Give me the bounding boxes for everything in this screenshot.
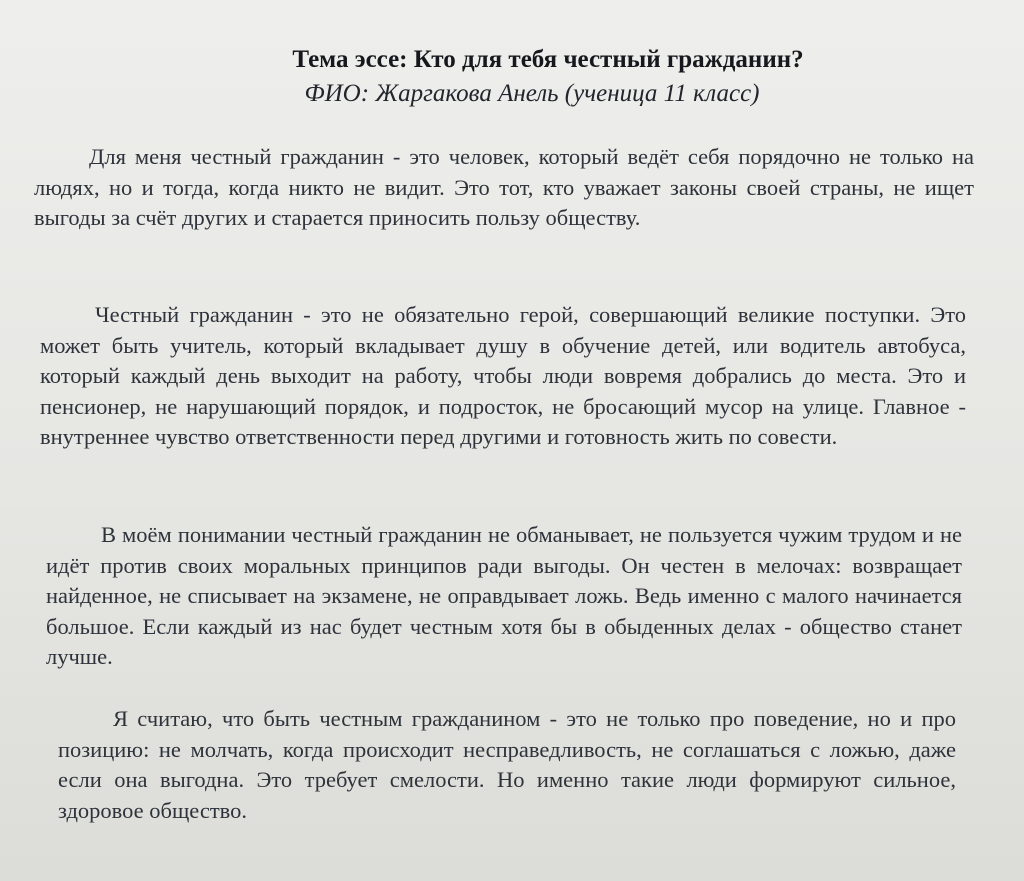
paragraph-2: Честный гражданин - это не обязательно герой, совершающий великие поступки. Это может быть учитель, который вкладывает душу в обучение детей, или водитель автобуса, который каждый день выходит на работу, чтобы люди вовремя добрались до места. Это и пенсионер, не нарушающий порядок, и подросток, не бросающий мусор на улице. Главное - внутреннее чувство ответственности перед другими и готовность жить по совести. <box>40 302 966 450</box>
paragraph-4: Я считаю, что быть честным гражданином - это не только про поведение, но и про позицию: не молчать, когда происходит несправедливость, не соглашаться с ложью, даже если она выгодна. Это требует смелости. Но именно такие люди формируют сильное, здоровое общество. <box>58 706 956 823</box>
author-line: ФИО: Жаргакова Анель (ученица 11 класс) <box>304 80 760 107</box>
essay-title: Тема эссе: Кто для тебя честный гражданин? <box>292 46 804 73</box>
paragraph-1: Для меня честный гражданин - это человек, который ведёт себя порядочно не только на людях, но и тогда, когда никто не видит. Это тот, кто уважает законы своей страны, не ищет выгоды за счёт других и старается приносить пользу обществу. <box>34 144 974 231</box>
paragraph-3: В моём понимании честный гражданин не обманывает, не пользуется чужим трудом и не идёт против своих моральных принципов ради выгоды. Он честен в мелочах: возвращает найденное, не списывает на экзамене, не оправдывает ложь. Ведь именно с малого начинается большое. Если каждый из нас будет честным хотя бы в обыденных делах - общество станет лучше. <box>46 522 962 670</box>
